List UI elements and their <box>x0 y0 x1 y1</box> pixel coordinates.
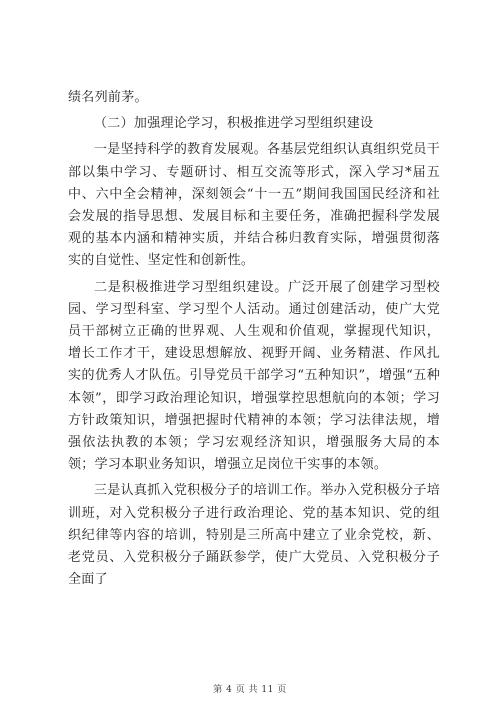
page-footer: 第 4 页 共 11 页 <box>213 685 287 695</box>
section-heading: （二）加强理论学习，积极推进学习型组织建设 <box>94 116 374 132</box>
paragraph-3: 三是认真抓入党积极分子的培训工作。举办入党积极分子培训班，对入党积极分子进行政治理论、党的基本知识、党的组织纪律等内容的培训，特别是三所高中建立了业余党校，新、老党员、入党积极分子踊跃参学，使广大党员、入党积极分子全面了 <box>68 483 440 588</box>
continuation-text: 绩名列前茅。 <box>68 90 148 105</box>
document-body <box>68 87 440 591</box>
paragraph-1: 一是坚持科学的教育发展观。各基层党组织认真组织党员干部以集中学习、专题研讨、相互交流等形式，深入学习*届五中、六中全会精神，深刻领会“十一五”期间我国国民经济和社会发展的指导思想、发展目标和主要任务，准确把握科学发展观的基本内涵和精神实质，并结合秭归教育实际，增强贯彻落实的自觉性、坚定性和创新性。 <box>68 142 440 269</box>
paragraph-2: 二是积极推进学习型组织建设。广泛开展了创建学习型校园、学习型科室、学习型个人活动。通过创建活动，使广大党员干部树立正确的世界观、人生观和价值观，掌握现代知识，增长工作才干，建设思想解放、视野开阔、业务精湛、作风扎实的优秀人才队伍。引导党员干部学习“五种知识”，增强“五种本领”，即学习政治理论知识，增强掌控思想航向的本领；学习方针政策知识，增强把握时代精神的本领；学习法律法规，增强依法执教的本领；学习宏观经济知识，增强服务大局的本领；学习本职业务知识，增强立足岗位干实事的本领。 <box>68 279 440 473</box>
